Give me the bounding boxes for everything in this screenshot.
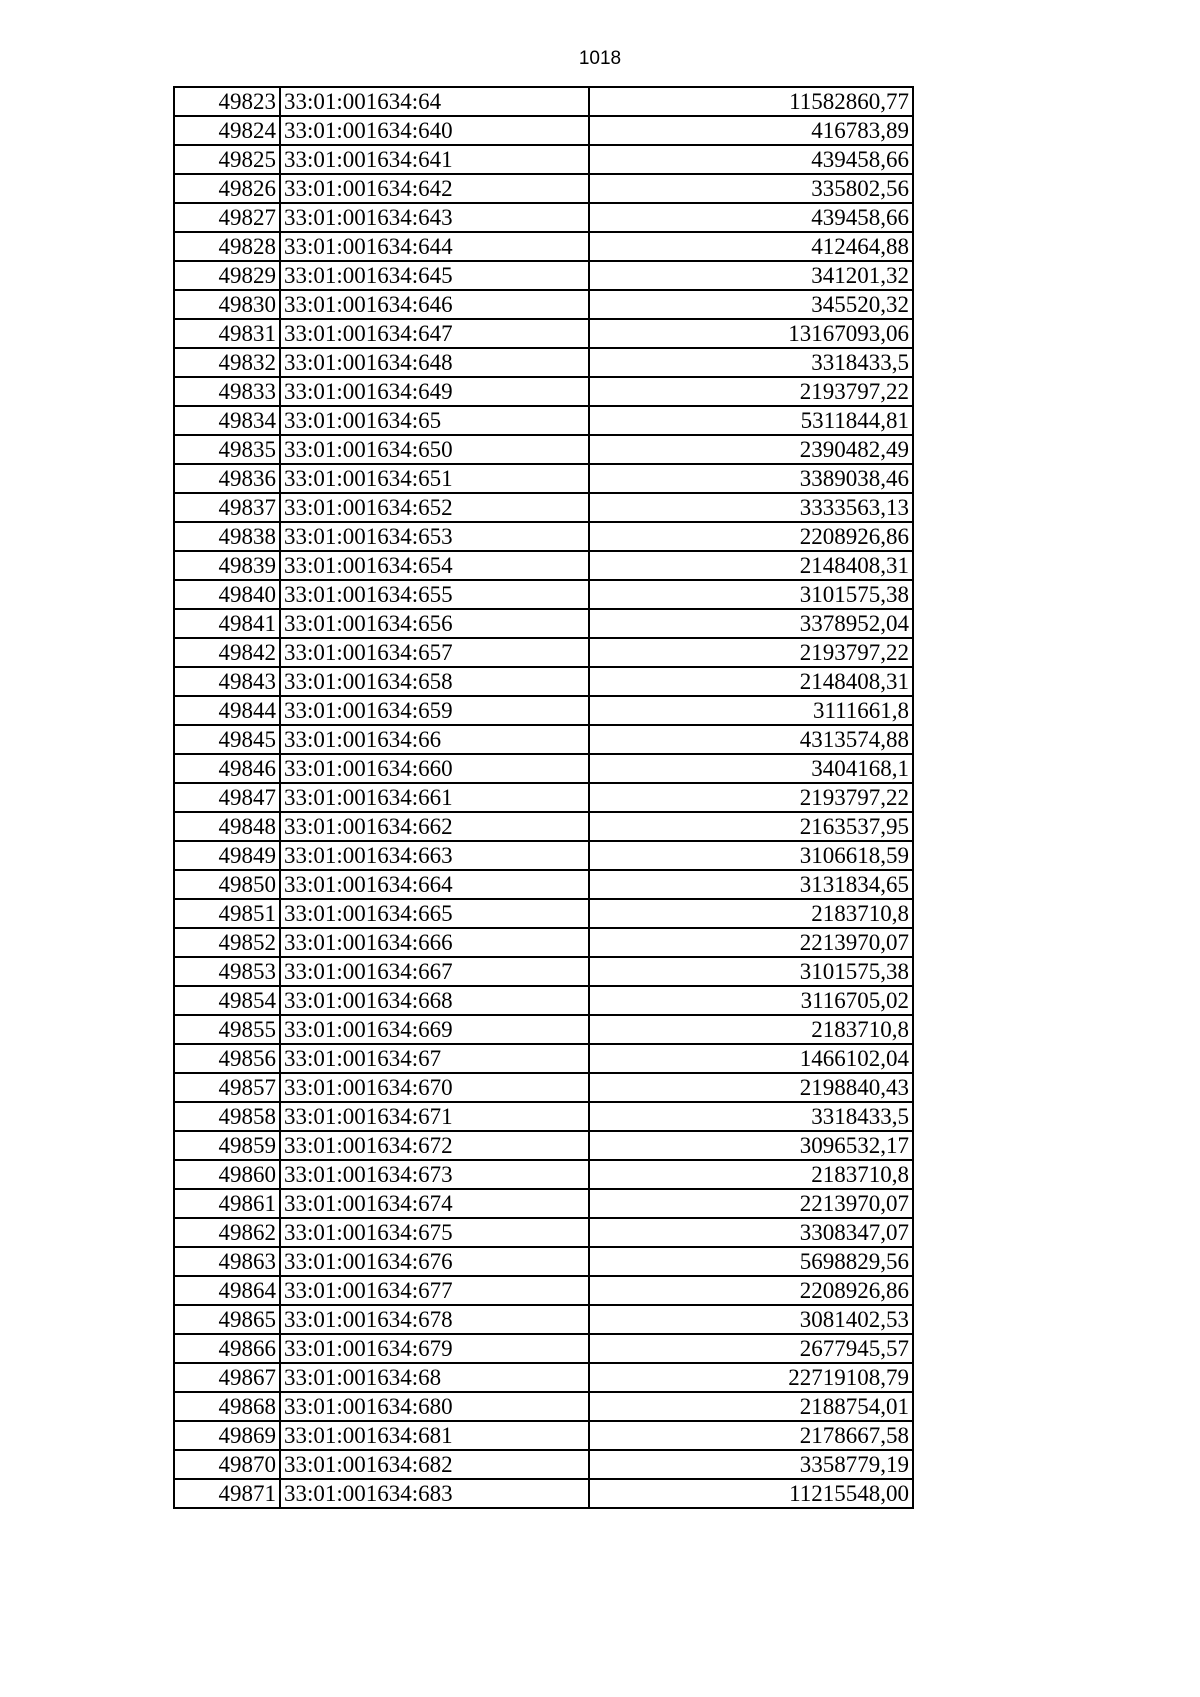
table-row — [174, 493, 913, 522]
cadastral-number-cell: 33:01:001634:679 — [280, 1334, 589, 1363]
cadastral-number-cell: 33:01:001634:654 — [280, 551, 589, 580]
row-number-cell: 49850 — [174, 870, 280, 899]
table-row — [174, 116, 913, 145]
table-row — [174, 638, 913, 667]
table-row — [174, 1276, 913, 1305]
row-number-cell: 49867 — [174, 1363, 280, 1392]
row-number-cell: 49858 — [174, 1102, 280, 1131]
table-body — [174, 87, 913, 1508]
row-number-cell: 49860 — [174, 1160, 280, 1189]
cadastral-value-cell: 2213970,07 — [589, 1189, 913, 1218]
cadastral-number-cell: 33:01:001634:661 — [280, 783, 589, 812]
row-number-cell: 49843 — [174, 667, 280, 696]
cadastral-value-cell: 2198840,43 — [589, 1073, 913, 1102]
row-number-cell: 49839 — [174, 551, 280, 580]
table-row — [174, 522, 913, 551]
cadastral-number-cell: 33:01:001634:652 — [280, 493, 589, 522]
cadastral-number-cell: 33:01:001634:651 — [280, 464, 589, 493]
table-row — [174, 1421, 913, 1450]
cadastral-value-cell: 22719108,79 — [589, 1363, 913, 1392]
row-number-cell: 49823 — [174, 87, 280, 116]
cadastral-number-cell: 33:01:001634:666 — [280, 928, 589, 957]
cadastral-value-cell: 2193797,22 — [589, 377, 913, 406]
cadastral-number-cell: 33:01:001634:674 — [280, 1189, 589, 1218]
cadastral-value-cell: 2208926,86 — [589, 522, 913, 551]
table-row — [174, 1392, 913, 1421]
cadastral-number-cell: 33:01:001634:642 — [280, 174, 589, 203]
table-row — [174, 1450, 913, 1479]
table-row — [174, 609, 913, 638]
row-number-cell: 49868 — [174, 1392, 280, 1421]
cadastral-number-cell: 33:01:001634:671 — [280, 1102, 589, 1131]
cadastral-value-cell: 412464,88 — [589, 232, 913, 261]
table-row — [174, 1015, 913, 1044]
row-number-cell: 49844 — [174, 696, 280, 725]
table-row — [174, 232, 913, 261]
row-number-cell: 49864 — [174, 1276, 280, 1305]
table-row — [174, 1305, 913, 1334]
row-number-cell: 49863 — [174, 1247, 280, 1276]
table-row — [174, 928, 913, 957]
table-row — [174, 261, 913, 290]
cadastral-value-cell: 3096532,17 — [589, 1131, 913, 1160]
table-row — [174, 696, 913, 725]
cadastral-number-cell: 33:01:001634:680 — [280, 1392, 589, 1421]
table-row — [174, 406, 913, 435]
cadastral-number-cell: 33:01:001634:667 — [280, 957, 589, 986]
row-number-cell: 49853 — [174, 957, 280, 986]
table-row — [174, 1334, 913, 1363]
table-row — [174, 1479, 913, 1508]
row-number-cell: 49841 — [174, 609, 280, 638]
row-number-cell: 49845 — [174, 725, 280, 754]
cadastral-number-cell: 33:01:001634:655 — [280, 580, 589, 609]
row-number-cell: 49865 — [174, 1305, 280, 1334]
table-row — [174, 1247, 913, 1276]
cadastral-value-cell: 13167093,06 — [589, 319, 913, 348]
table-row — [174, 203, 913, 232]
table-row — [174, 1073, 913, 1102]
table-row — [174, 899, 913, 928]
cadastral-value-cell: 345520,32 — [589, 290, 913, 319]
row-number-cell: 49852 — [174, 928, 280, 957]
row-number-cell: 49862 — [174, 1218, 280, 1247]
row-number-cell: 49827 — [174, 203, 280, 232]
table-row — [174, 1044, 913, 1073]
row-number-cell: 49826 — [174, 174, 280, 203]
cadastral-value-cell: 4313574,88 — [589, 725, 913, 754]
cadastral-value-cell: 3389038,46 — [589, 464, 913, 493]
cadastral-value-cell: 2148408,31 — [589, 551, 913, 580]
cadastral-number-cell: 33:01:001634:665 — [280, 899, 589, 928]
table-row — [174, 1218, 913, 1247]
row-number-cell: 49829 — [174, 261, 280, 290]
cadastral-value-cell: 2193797,22 — [589, 638, 913, 667]
row-number-cell: 49824 — [174, 116, 280, 145]
cadastral-value-cell: 416783,89 — [589, 116, 913, 145]
cadastral-value-cell: 439458,66 — [589, 145, 913, 174]
cadastral-number-cell: 33:01:001634:673 — [280, 1160, 589, 1189]
row-number-cell: 49830 — [174, 290, 280, 319]
cadastral-number-cell: 33:01:001634:664 — [280, 870, 589, 899]
row-number-cell: 49842 — [174, 638, 280, 667]
row-number-cell: 49835 — [174, 435, 280, 464]
cadastral-value-cell: 2188754,01 — [589, 1392, 913, 1421]
table-row — [174, 145, 913, 174]
cadastral-value-cell: 3318433,5 — [589, 348, 913, 377]
cadastral-number-cell: 33:01:001634:678 — [280, 1305, 589, 1334]
cadastral-value-cell: 1466102,04 — [589, 1044, 913, 1073]
cadastral-number-cell: 33:01:001634:644 — [280, 232, 589, 261]
cadastral-number-cell: 33:01:001634:65 — [280, 406, 589, 435]
row-number-cell: 49861 — [174, 1189, 280, 1218]
table-row — [174, 957, 913, 986]
cadastral-value-cell: 2390482,49 — [589, 435, 913, 464]
cadastral-number-cell: 33:01:001634:647 — [280, 319, 589, 348]
row-number-cell: 49838 — [174, 522, 280, 551]
cadastral-number-cell: 33:01:001634:663 — [280, 841, 589, 870]
table-row — [174, 464, 913, 493]
table-row — [174, 870, 913, 899]
row-number-cell: 49831 — [174, 319, 280, 348]
cadastral-value-cell: 3358779,19 — [589, 1450, 913, 1479]
row-number-cell: 49870 — [174, 1450, 280, 1479]
cadastral-number-cell: 33:01:001634:640 — [280, 116, 589, 145]
row-number-cell: 49847 — [174, 783, 280, 812]
table-row — [174, 551, 913, 580]
row-number-cell: 49848 — [174, 812, 280, 841]
cadastral-value-cell: 3308347,07 — [589, 1218, 913, 1247]
cadastral-value-cell: 3101575,38 — [589, 580, 913, 609]
cadastral-number-cell: 33:01:001634:669 — [280, 1015, 589, 1044]
cadastral-value-cell: 2208926,86 — [589, 1276, 913, 1305]
cadastral-value-table — [173, 86, 914, 1509]
cadastral-number-cell: 33:01:001634:662 — [280, 812, 589, 841]
cadastral-value-cell: 5698829,56 — [589, 1247, 913, 1276]
cadastral-value-cell: 3318433,5 — [589, 1102, 913, 1131]
cadastral-value-cell: 2183710,8 — [589, 1160, 913, 1189]
cadastral-value-cell: 2213970,07 — [589, 928, 913, 957]
cadastral-number-cell: 33:01:001634:677 — [280, 1276, 589, 1305]
table-row — [174, 986, 913, 1015]
cadastral-value-cell: 2677945,57 — [589, 1334, 913, 1363]
table-row — [174, 1160, 913, 1189]
cadastral-number-cell: 33:01:001634:67 — [280, 1044, 589, 1073]
row-number-cell: 49871 — [174, 1479, 280, 1508]
cadastral-number-cell: 33:01:001634:653 — [280, 522, 589, 551]
row-number-cell: 49837 — [174, 493, 280, 522]
cadastral-value-cell: 3106618,59 — [589, 841, 913, 870]
cadastral-value-cell: 3116705,02 — [589, 986, 913, 1015]
cadastral-number-cell: 33:01:001634:648 — [280, 348, 589, 377]
cadastral-number-cell: 33:01:001634:656 — [280, 609, 589, 638]
row-number-cell: 49828 — [174, 232, 280, 261]
table-row — [174, 1363, 913, 1392]
table-row — [174, 841, 913, 870]
table-row — [174, 1102, 913, 1131]
table-row — [174, 174, 913, 203]
cadastral-number-cell: 33:01:001634:681 — [280, 1421, 589, 1450]
row-number-cell: 49859 — [174, 1131, 280, 1160]
row-number-cell: 49832 — [174, 348, 280, 377]
cadastral-number-cell: 33:01:001634:649 — [280, 377, 589, 406]
cadastral-number-cell: 33:01:001634:675 — [280, 1218, 589, 1247]
cadastral-number-cell: 33:01:001634:64 — [280, 87, 589, 116]
cadastral-number-cell: 33:01:001634:660 — [280, 754, 589, 783]
row-number-cell: 49846 — [174, 754, 280, 783]
cadastral-value-cell: 3101575,38 — [589, 957, 913, 986]
cadastral-value-cell: 335802,56 — [589, 174, 913, 203]
table-row — [174, 667, 913, 696]
row-number-cell: 49840 — [174, 580, 280, 609]
page-number: 1018 — [578, 48, 622, 69]
cadastral-number-cell: 33:01:001634:676 — [280, 1247, 589, 1276]
cadastral-value-cell: 11215548,00 — [589, 1479, 913, 1508]
cadastral-number-cell: 33:01:001634:645 — [280, 261, 589, 290]
cadastral-number-cell: 33:01:001634:659 — [280, 696, 589, 725]
table-row — [174, 290, 913, 319]
cadastral-number-cell: 33:01:001634:641 — [280, 145, 589, 174]
cadastral-number-cell: 33:01:001634:683 — [280, 1479, 589, 1508]
cadastral-number-cell: 33:01:001634:643 — [280, 203, 589, 232]
table-row — [174, 1189, 913, 1218]
cadastral-value-cell: 341201,32 — [589, 261, 913, 290]
cadastral-number-cell: 33:01:001634:672 — [280, 1131, 589, 1160]
cadastral-value-cell: 2178667,58 — [589, 1421, 913, 1450]
table-row — [174, 580, 913, 609]
cadastral-number-cell: 33:01:001634:658 — [280, 667, 589, 696]
cadastral-value-cell: 3081402,53 — [589, 1305, 913, 1334]
row-number-cell: 49825 — [174, 145, 280, 174]
cadastral-number-cell: 33:01:001634:68 — [280, 1363, 589, 1392]
row-number-cell: 49833 — [174, 377, 280, 406]
table-row — [174, 377, 913, 406]
cadastral-number-cell: 33:01:001634:657 — [280, 638, 589, 667]
row-number-cell: 49849 — [174, 841, 280, 870]
cadastral-value-cell: 3378952,04 — [589, 609, 913, 638]
table-row — [174, 725, 913, 754]
cadastral-value-cell: 2183710,8 — [589, 1015, 913, 1044]
table-row — [174, 1131, 913, 1160]
cadastral-number-cell: 33:01:001634:670 — [280, 1073, 589, 1102]
cadastral-number-cell: 33:01:001634:650 — [280, 435, 589, 464]
row-number-cell: 49869 — [174, 1421, 280, 1450]
cadastral-number-cell: 33:01:001634:646 — [280, 290, 589, 319]
table-row — [174, 812, 913, 841]
cadastral-value-cell: 2183710,8 — [589, 899, 913, 928]
row-number-cell: 49866 — [174, 1334, 280, 1363]
cadastral-value-cell: 2148408,31 — [589, 667, 913, 696]
cadastral-number-cell: 33:01:001634:682 — [280, 1450, 589, 1479]
row-number-cell: 49834 — [174, 406, 280, 435]
table-row — [174, 754, 913, 783]
cadastral-value-cell: 3333563,13 — [589, 493, 913, 522]
cadastral-value-cell: 3131834,65 — [589, 870, 913, 899]
table-row — [174, 87, 913, 116]
cadastral-value-cell: 11582860,77 — [589, 87, 913, 116]
cadastral-value-cell: 439458,66 — [589, 203, 913, 232]
row-number-cell: 49851 — [174, 899, 280, 928]
row-number-cell: 49856 — [174, 1044, 280, 1073]
cadastral-value-cell: 3111661,8 — [589, 696, 913, 725]
cadastral-number-cell: 33:01:001634:66 — [280, 725, 589, 754]
row-number-cell: 49857 — [174, 1073, 280, 1102]
row-number-cell: 49855 — [174, 1015, 280, 1044]
table-row — [174, 783, 913, 812]
row-number-cell: 49854 — [174, 986, 280, 1015]
table-row — [174, 348, 913, 377]
table-row — [174, 319, 913, 348]
cadastral-value-cell: 3404168,1 — [589, 754, 913, 783]
cadastral-value-cell: 2193797,22 — [589, 783, 913, 812]
cadastral-value-cell: 5311844,81 — [589, 406, 913, 435]
table-row — [174, 435, 913, 464]
row-number-cell: 49836 — [174, 464, 280, 493]
cadastral-value-cell: 2163537,95 — [589, 812, 913, 841]
cadastral-number-cell: 33:01:001634:668 — [280, 986, 589, 1015]
